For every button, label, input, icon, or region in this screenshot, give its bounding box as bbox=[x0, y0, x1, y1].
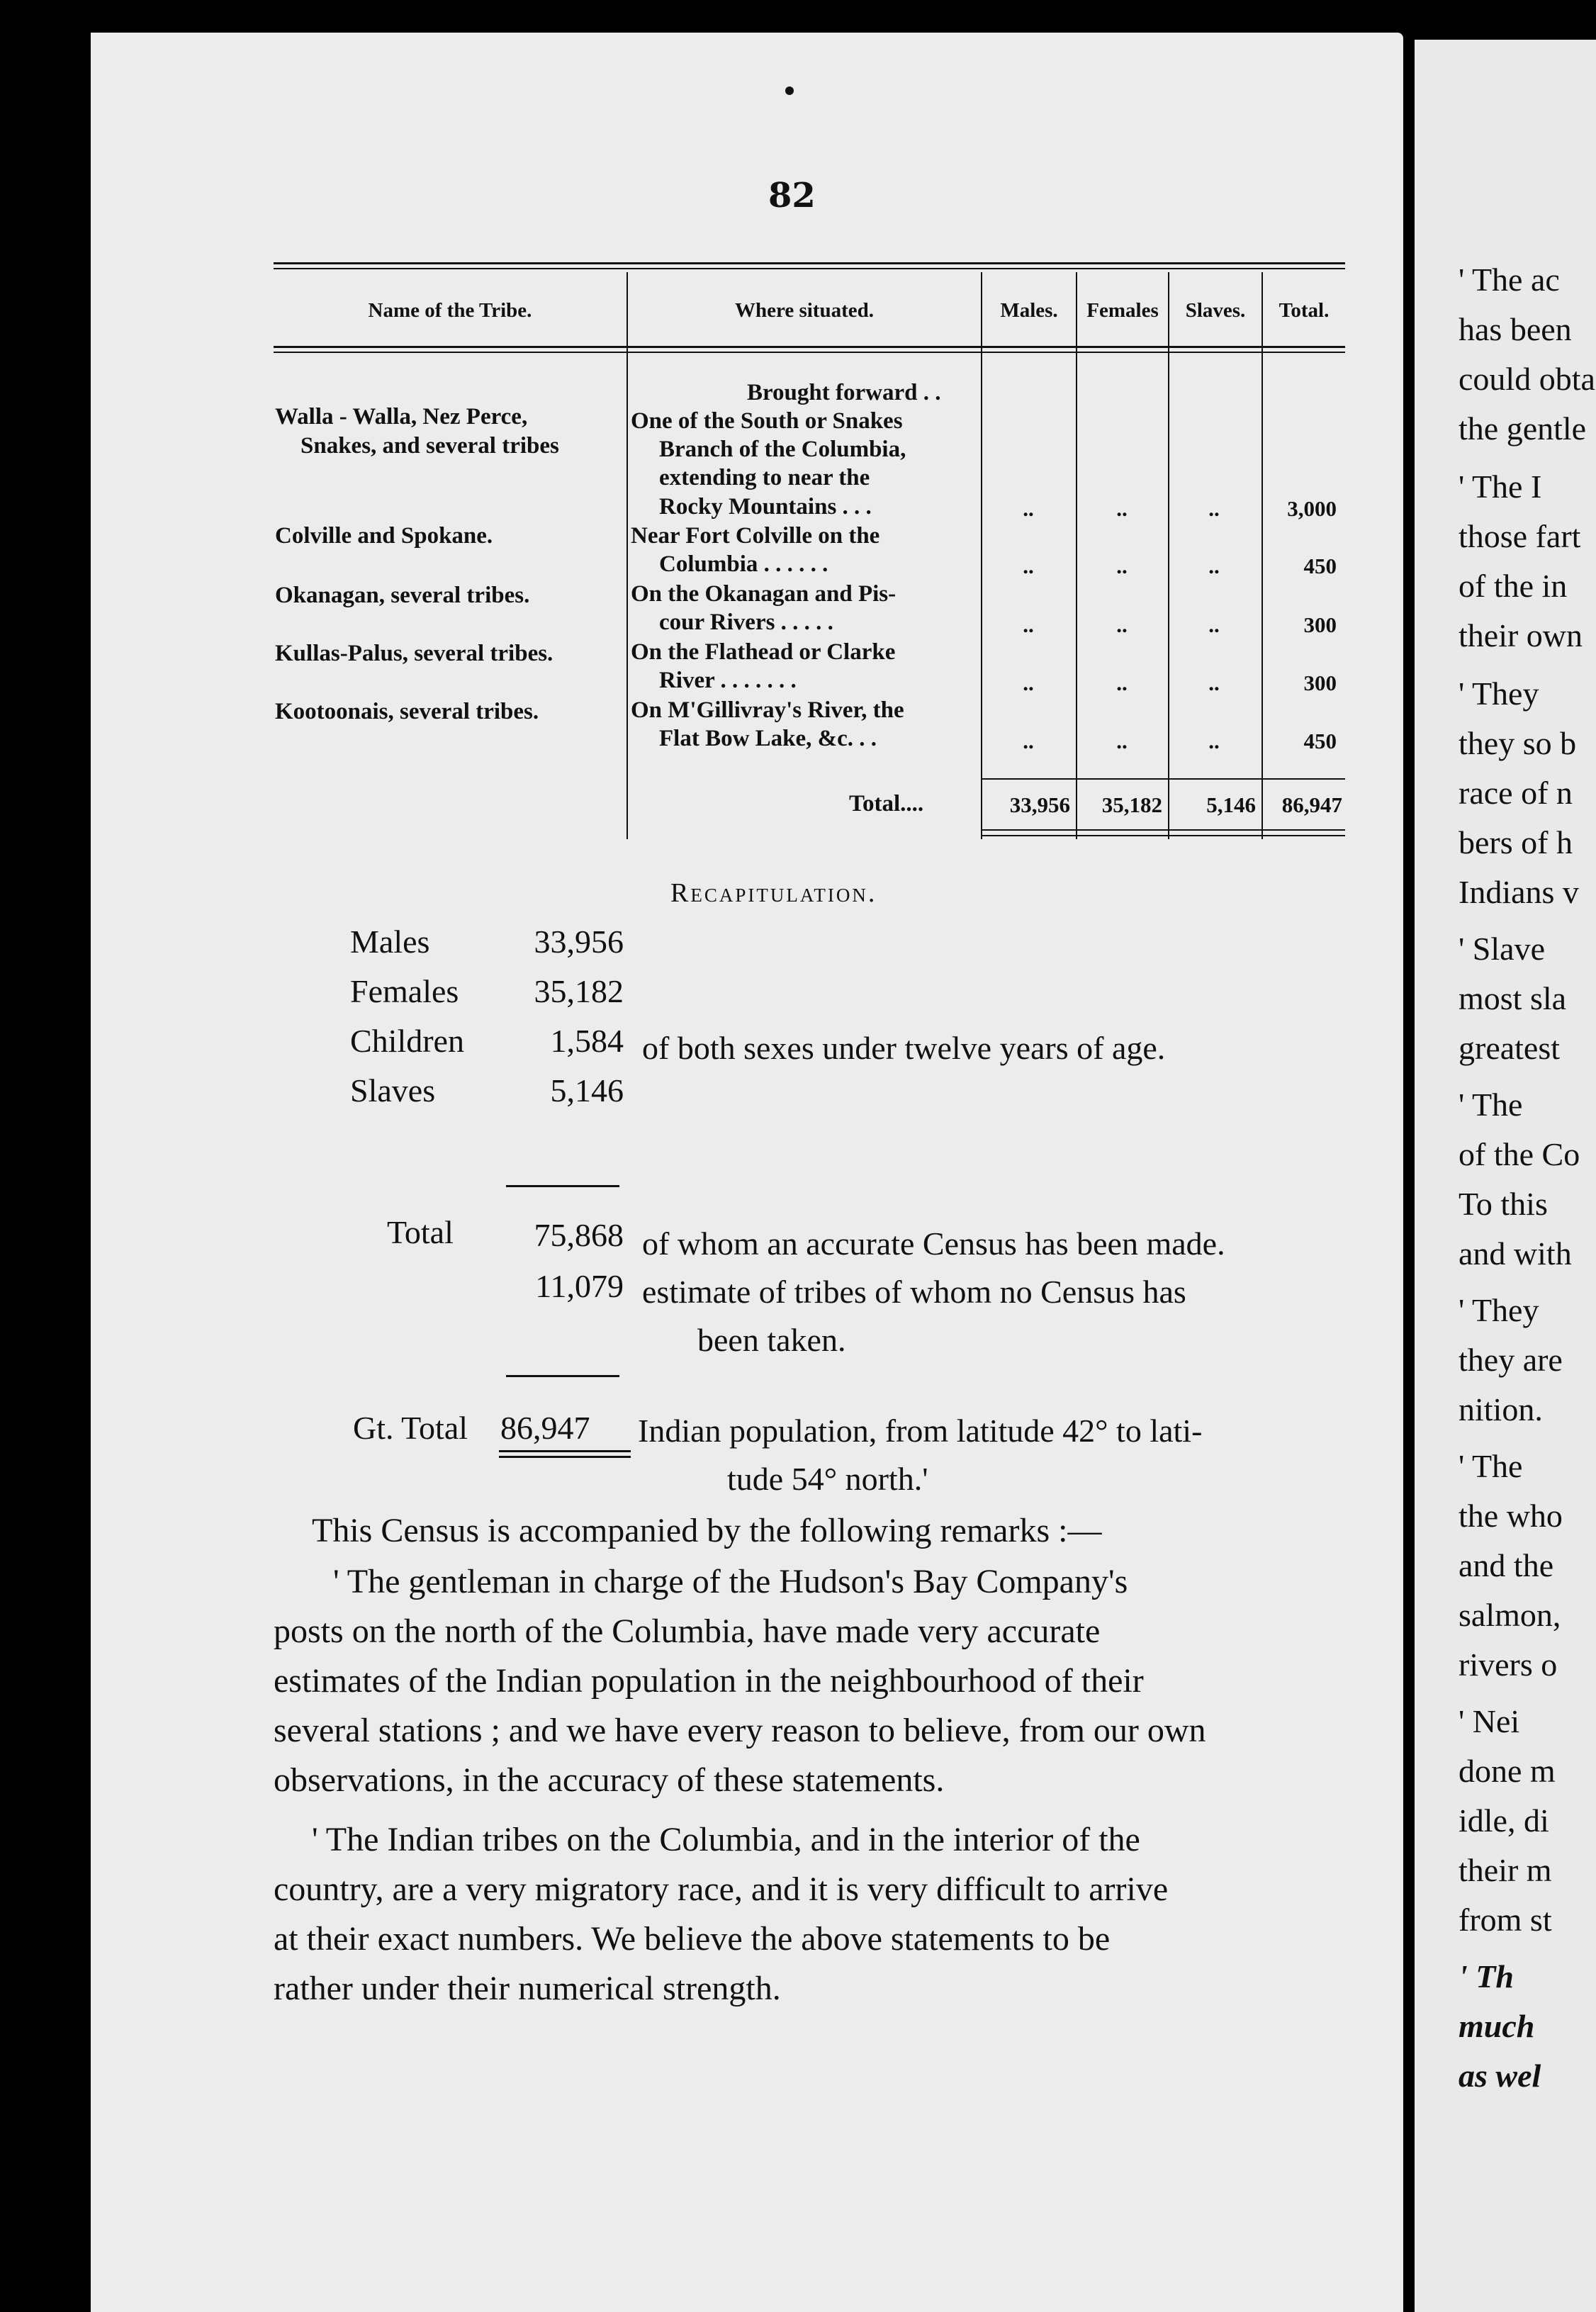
ditto-mark: .. bbox=[1208, 554, 1220, 578]
right-page-line: ' The bbox=[1459, 1087, 1523, 1123]
body-line: at their exact numbers. We believe the above statements to be bbox=[274, 1920, 1111, 1958]
tribe-where: One of the South or Snakes bbox=[631, 408, 903, 434]
row-total: 450 bbox=[1303, 554, 1337, 578]
ditto-mark: .. bbox=[1208, 496, 1220, 521]
right-page-line: they so b bbox=[1459, 725, 1577, 761]
tribe-where: Columbia . . . . . . bbox=[659, 551, 828, 577]
recap-label: Females bbox=[350, 973, 459, 1009]
census-table bbox=[274, 262, 1345, 843]
recap-label: Children bbox=[350, 1023, 464, 1059]
ditto-mark: .. bbox=[1208, 612, 1220, 637]
tribe-where: Near Fort Colville on the bbox=[631, 523, 880, 549]
recap-value: 33,956 bbox=[534, 924, 624, 960]
tribe-where: Branch of the Columbia, bbox=[659, 437, 906, 462]
right-page-line: the who bbox=[1459, 1498, 1563, 1534]
body-line: ' The Indian tribes on the Columbia, and in the interior of the bbox=[312, 1821, 1140, 1858]
row-total: 3,000 bbox=[1287, 496, 1337, 521]
right-page-line: as wel bbox=[1459, 2058, 1541, 2094]
header-total: Total. bbox=[1279, 299, 1330, 322]
header-males: Males. bbox=[1000, 299, 1058, 322]
grand-total-label: Gt. Total bbox=[353, 1410, 468, 1446]
tribe-name: Kootoonais, several tribes. bbox=[275, 699, 539, 724]
grand-total-value: 86,947 bbox=[500, 1410, 590, 1446]
tribe-where: Flat Bow Lake, &c. . . bbox=[659, 726, 877, 751]
tribe-where: On M'Gillivray's River, the bbox=[631, 697, 904, 723]
right-page-line: ' Slave bbox=[1459, 931, 1545, 967]
ditto-mark: .. bbox=[1023, 729, 1034, 753]
tribe-name: Colville and Spokane. bbox=[275, 523, 493, 549]
right-page-line: ' Th bbox=[1459, 1958, 1514, 1994]
ditto-mark: .. bbox=[1116, 729, 1128, 753]
right-page-line: of the Co bbox=[1459, 1136, 1580, 1172]
printer-mark bbox=[785, 86, 794, 95]
tribe-name: Walla - Walla, Nez Perce, bbox=[275, 404, 528, 430]
right-page-line: from st bbox=[1459, 1902, 1552, 1938]
header-slaves: Slaves. bbox=[1185, 299, 1246, 322]
right-page-line: of the in bbox=[1459, 568, 1568, 604]
tribe-where: extending to near the bbox=[659, 465, 870, 490]
total-all: 86,947 bbox=[1281, 792, 1342, 817]
right-page-line: Indians v bbox=[1459, 874, 1579, 910]
ditto-mark: .. bbox=[1116, 496, 1128, 521]
ditto-mark: .. bbox=[1116, 612, 1128, 637]
recap-label: Slaves bbox=[350, 1072, 436, 1109]
right-page-line: greatest bbox=[1459, 1030, 1561, 1066]
body-line: posts on the north of the Columbia, have made very accurate bbox=[274, 1612, 1101, 1650]
right-page-line: race of n bbox=[1459, 775, 1573, 811]
tribe-where: cour Rivers . . . . . bbox=[659, 610, 833, 635]
recap-value: 1,584 bbox=[550, 1023, 624, 1059]
right-page-line: their m bbox=[1459, 1852, 1552, 1888]
row-total: 300 bbox=[1303, 670, 1337, 695]
header-females: Females bbox=[1086, 299, 1159, 322]
body-line: estimates of the Indian population in the neighbourhood of their bbox=[274, 1662, 1144, 1700]
total-females: 35,182 bbox=[1101, 792, 1162, 817]
row-total: 300 bbox=[1303, 612, 1337, 637]
body-line: ' The gentleman in charge of the Hudson's Bay Company's bbox=[333, 1563, 1128, 1600]
right-page-line: nition. bbox=[1459, 1391, 1543, 1427]
right-page-line: the gentle bbox=[1459, 410, 1587, 447]
right-page-line: has been bbox=[1459, 311, 1572, 347]
recap-value: 35,182 bbox=[534, 973, 624, 1009]
right-page-line: most sla bbox=[1459, 980, 1567, 1016]
right-page-line: and the bbox=[1459, 1547, 1554, 1583]
body-line: rather under their numerical strength. bbox=[274, 1970, 781, 2007]
recap-estimate-value: 11,079 bbox=[535, 1268, 624, 1304]
totals-label: Total.... bbox=[849, 791, 924, 817]
right-page-line: ' The I bbox=[1459, 468, 1542, 505]
right-page-line: ' The ac bbox=[1459, 262, 1560, 298]
tribe-name: Okanagan, several tribes. bbox=[275, 583, 530, 608]
ditto-mark: .. bbox=[1023, 670, 1034, 695]
tribe-where: River . . . . . . . bbox=[659, 668, 797, 693]
body-line: country, are a very migratory race, and it is very difficult to arrive bbox=[274, 1870, 1169, 1908]
grand-total-note: Indian population, from latitude 42° to lati- bbox=[638, 1413, 1203, 1449]
header-tribe: Name of the Tribe. bbox=[368, 299, 532, 322]
ditto-mark: .. bbox=[1208, 729, 1220, 753]
tribe-where: On the Flathead or Clarke bbox=[631, 639, 896, 665]
recap-total-note: of whom an accurate Census has been made. bbox=[642, 1225, 1225, 1262]
body-line: observations, in the accuracy of these statements. bbox=[274, 1761, 945, 1799]
recap-estimate-note: estimate of tribes of whom no Census has bbox=[642, 1274, 1186, 1310]
page-number: 82 bbox=[768, 176, 816, 215]
body-line: This Census is accompanied by the following remarks :— bbox=[312, 1512, 1102, 1549]
body-line: several stations ; and we have every reason to believe, from our own bbox=[274, 1712, 1206, 1749]
ditto-mark: .. bbox=[1023, 554, 1034, 578]
grand-total-note: tude 54° north.' bbox=[727, 1461, 928, 1497]
recapitulation-title: Recapitulation. bbox=[670, 878, 877, 908]
recap-note: of both sexes under twelve years of age. bbox=[642, 1030, 1166, 1066]
tribe-name: Snakes, and several tribes bbox=[300, 433, 559, 459]
right-page bbox=[1415, 40, 1596, 2312]
right-page-line: they are bbox=[1459, 1342, 1563, 1378]
recap-value: 5,146 bbox=[550, 1072, 624, 1109]
recap-estimate-note: been taken. bbox=[697, 1322, 846, 1358]
brought-forward: Brought forward . . bbox=[747, 380, 941, 405]
row-total: 450 bbox=[1303, 729, 1337, 753]
right-page-line: bers of h bbox=[1459, 824, 1573, 860]
right-page-line: ' They bbox=[1459, 1292, 1539, 1328]
right-page-line: idle, di bbox=[1459, 1802, 1549, 1839]
ditto-mark: .. bbox=[1023, 612, 1034, 637]
right-page-line: their own bbox=[1459, 617, 1583, 653]
ditto-mark: .. bbox=[1023, 496, 1034, 521]
right-page-line: those fart bbox=[1459, 518, 1581, 554]
right-page-line: ' Nei bbox=[1459, 1703, 1520, 1739]
recap-label: Males bbox=[350, 924, 430, 960]
right-page-line: To this bbox=[1459, 1186, 1548, 1222]
total-slaves: 5,146 bbox=[1206, 792, 1256, 817]
total-males: 33,956 bbox=[1009, 792, 1070, 817]
right-page-line: rivers o bbox=[1459, 1646, 1558, 1683]
tribe-where: On the Okanagan and Pis- bbox=[631, 581, 897, 607]
ditto-mark: .. bbox=[1208, 670, 1220, 695]
right-page-line: could obta bbox=[1459, 361, 1595, 397]
right-page-line: done m bbox=[1459, 1753, 1556, 1789]
ditto-mark: .. bbox=[1116, 554, 1128, 578]
right-page-line: ' The bbox=[1459, 1448, 1523, 1484]
tribe-name: Kullas-Palus, several tribes. bbox=[275, 641, 553, 666]
right-page-line: salmon, bbox=[1459, 1597, 1561, 1633]
right-page-line: ' They bbox=[1459, 675, 1539, 712]
header-where: Where situated. bbox=[734, 299, 874, 322]
recap-total-value: 75,868 bbox=[534, 1217, 624, 1253]
recap-total-label: Total bbox=[387, 1214, 454, 1250]
tribe-where: Rocky Mountains . . . bbox=[659, 494, 872, 520]
right-page-line: much bbox=[1459, 2008, 1535, 2044]
ditto-mark: .. bbox=[1116, 670, 1128, 695]
right-page-line: and with bbox=[1459, 1235, 1572, 1272]
